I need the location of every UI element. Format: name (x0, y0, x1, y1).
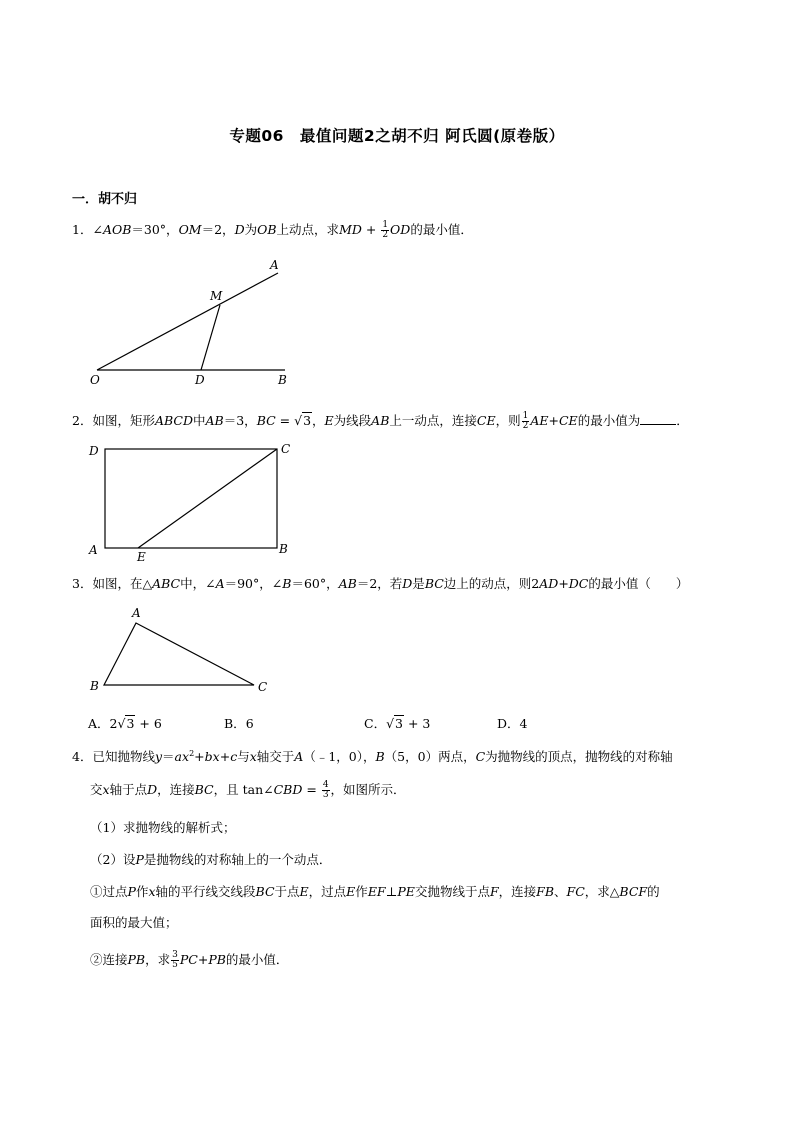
text: 的 (647, 884, 660, 899)
question-4-part-2-sub-1-cont: 面积的最大值； (90, 915, 178, 930)
text: 于点 (274, 884, 300, 899)
text: 的最小值（ ） (588, 576, 689, 591)
text: 作 (355, 884, 368, 899)
radicand: 3 (303, 413, 312, 428)
text: ＝ (162, 749, 175, 765)
text: + 6 (135, 716, 162, 731)
text: 轴交于 (256, 749, 295, 765)
math-var: x (102, 782, 110, 797)
math-var: D (234, 222, 245, 237)
option-key: D． (497, 716, 520, 731)
text: 轴于点 (109, 782, 148, 797)
label-b: B (279, 542, 288, 556)
text: ⊥ (385, 884, 398, 899)
text: 中 (193, 413, 206, 428)
math-var: E (299, 884, 309, 899)
ray-oa (97, 273, 278, 370)
math-var: BCF (619, 884, 648, 899)
numerator: 3 (172, 950, 178, 960)
text: ，且 tan∠ (213, 782, 274, 797)
math-var: P (127, 884, 136, 899)
label-m: M (210, 289, 223, 303)
text: 上一动点，连接 (389, 413, 477, 428)
text: = (302, 782, 321, 797)
math-var: OB (257, 222, 277, 237)
question-4-line-2 (90, 781, 406, 800)
fraction (171, 951, 179, 970)
text: 是抛物线的对称轴上的一个动点． (143, 852, 332, 867)
text: 与 (237, 749, 250, 765)
math-var: x (249, 749, 257, 765)
triangle-abc (104, 623, 254, 685)
option-c[interactable] (364, 714, 430, 732)
option-key: A． (88, 716, 110, 731)
denominator: 3 (322, 790, 329, 800)
math-var: x (148, 884, 156, 899)
text: 为 (244, 222, 258, 237)
fraction (381, 221, 389, 240)
math-var: FB (536, 884, 555, 899)
radicand: 3 (126, 716, 135, 731)
fraction (322, 781, 330, 800)
math-var: BC (255, 884, 275, 899)
text: 的最小值为 (577, 413, 641, 428)
option-d[interactable] (497, 714, 527, 732)
numerator: 1 (382, 220, 389, 230)
math-var: EF (367, 884, 386, 899)
text: ，则 (495, 413, 521, 428)
text: ＝2， (201, 222, 235, 237)
math-var: ax (174, 749, 190, 765)
figure-1 (80, 255, 310, 390)
text: ＝90°，∠ (224, 576, 283, 591)
radicand: 3 (395, 716, 403, 731)
math-var: c (230, 749, 238, 765)
math-var: OD (390, 222, 411, 237)
text: 如图，在△ (92, 576, 153, 591)
rectangle-abcd (105, 449, 277, 548)
math-var: ABCD (154, 413, 193, 428)
numerator: 1 (522, 411, 529, 421)
label-a: A (89, 543, 98, 557)
text: 中，∠ (180, 576, 216, 591)
numerator: 4 (322, 780, 329, 790)
text: 为线段 (333, 413, 372, 428)
math-var: PB (127, 952, 146, 967)
question-4-part-2-sub-2 (90, 951, 288, 970)
segment-ce (138, 449, 277, 548)
text: 为抛物线的顶点，抛物线的对称轴 (485, 749, 673, 765)
math-var: D (402, 576, 413, 591)
math-var: A (294, 749, 304, 765)
text: 4 (519, 716, 528, 731)
sqrt: √3 (117, 716, 135, 731)
denominator: 2 (522, 421, 529, 431)
math-var: CE (476, 413, 496, 428)
figure-2 (86, 440, 301, 565)
question-number: 3． (72, 576, 93, 591)
text: ，连接 (157, 782, 195, 797)
text: + (219, 749, 231, 765)
text: 交抛物线于点 (414, 884, 490, 899)
math-var: A (215, 576, 225, 591)
math-var: B (282, 576, 292, 591)
question-number: 1． (72, 222, 93, 237)
math-var: CBD (273, 782, 303, 797)
answer-blank[interactable] (640, 414, 676, 425)
text: ，连接 (498, 884, 537, 899)
denominator: 2 (382, 230, 389, 240)
label-o: O (90, 373, 100, 387)
math-var: BC (256, 413, 276, 428)
sqrt: √3 (386, 716, 403, 731)
label-e: E (137, 550, 146, 564)
math-var: F (489, 884, 499, 899)
text: ＝3， (223, 413, 257, 428)
math-var: B (375, 749, 385, 765)
question-3 (72, 575, 688, 593)
math-var: AB (371, 413, 390, 428)
label-a: A (270, 258, 279, 272)
figure-3 (86, 603, 276, 698)
text: ，求△ (584, 884, 620, 899)
math-var: E (346, 884, 356, 899)
question-2 (72, 412, 689, 431)
text: 、 (554, 884, 567, 899)
option-a[interactable] (88, 714, 162, 732)
text: 是 (412, 576, 425, 591)
question-1 (72, 221, 473, 240)
text: ②连接 (90, 952, 128, 967)
label-d: D (89, 444, 99, 458)
text: + (361, 222, 381, 237)
math-var: AB (338, 576, 357, 591)
exponent: 2 (189, 749, 195, 758)
math-var: AB (205, 413, 224, 428)
math-var: y (154, 749, 163, 765)
question-4-part-2 (90, 851, 331, 869)
math-var: C (475, 749, 486, 765)
label-d: D (195, 373, 205, 387)
text: 6 (245, 716, 254, 731)
text: ＝30°， (131, 222, 179, 237)
math-var: AE+CE (530, 413, 578, 428)
label-a: A (132, 606, 141, 620)
text: （﹣1，0）， (303, 749, 376, 765)
question-4-line-1 (72, 745, 673, 766)
option-key: B． (224, 716, 246, 731)
math-var: E (324, 413, 334, 428)
label-c: C (258, 680, 268, 694)
math-var: bx (204, 749, 220, 765)
text: ①过点 (90, 884, 128, 899)
text: （5，0）两点， (384, 749, 476, 765)
math-var: MD (339, 222, 362, 237)
text: ＝2，若 (356, 576, 403, 591)
math-var: AD+DC (539, 576, 589, 591)
math-var: D (147, 782, 158, 797)
option-key: C． (364, 716, 387, 731)
text: 作 (135, 884, 149, 899)
text: 轴的平行线交线段 (155, 884, 256, 899)
math-var: OM (178, 222, 202, 237)
text: 上动点，求 (276, 222, 340, 237)
text: 如图，矩形 (92, 413, 155, 428)
text: = (275, 413, 295, 428)
text: ，过点 (308, 884, 347, 899)
label-b: B (278, 373, 287, 387)
option-b[interactable] (224, 714, 254, 732)
text: ， (312, 413, 325, 428)
page-title: 专题06 最值问题2之胡不归 阿氏圆(原卷版） (229, 127, 565, 145)
math-var: P (135, 852, 144, 867)
text: + 3 (404, 716, 431, 731)
question-4-part-2-sub-1 (90, 883, 660, 901)
math-var: FC (566, 884, 585, 899)
math-var: AOB (102, 222, 132, 237)
text: 已知抛物线 (92, 749, 155, 765)
denominator: 5 (172, 960, 178, 970)
text: ，求 (145, 952, 171, 967)
math-var: ABC (152, 576, 181, 591)
text: ． (676, 413, 689, 428)
text: ∠ (92, 222, 103, 237)
text: ，如图所示． (330, 782, 406, 797)
question-number: 2． (72, 413, 93, 428)
text: ＝60°， (291, 576, 339, 591)
label-b: B (90, 679, 99, 693)
text: + (194, 749, 205, 765)
question-number: 4． (72, 749, 93, 765)
text: 的最小值． (225, 952, 289, 967)
sqrt: √3 (294, 413, 312, 428)
question-4-part-1: （1）求抛物线的解析式； (90, 820, 236, 835)
text: （2）设 (90, 852, 136, 867)
text: 边上的动点，则2 (443, 576, 540, 591)
label-c: C (281, 442, 291, 456)
fraction (522, 412, 530, 431)
math-var: BC (194, 782, 214, 797)
math-var: BC (424, 576, 444, 591)
text: 交 (90, 782, 103, 797)
text: 的最小值． (410, 222, 473, 237)
text: 2 (109, 716, 118, 731)
section-heading: 一．胡不归 (72, 192, 138, 207)
math-var: PC+PB (179, 952, 226, 967)
math-var: PE (397, 884, 415, 899)
segment-md (201, 305, 220, 370)
